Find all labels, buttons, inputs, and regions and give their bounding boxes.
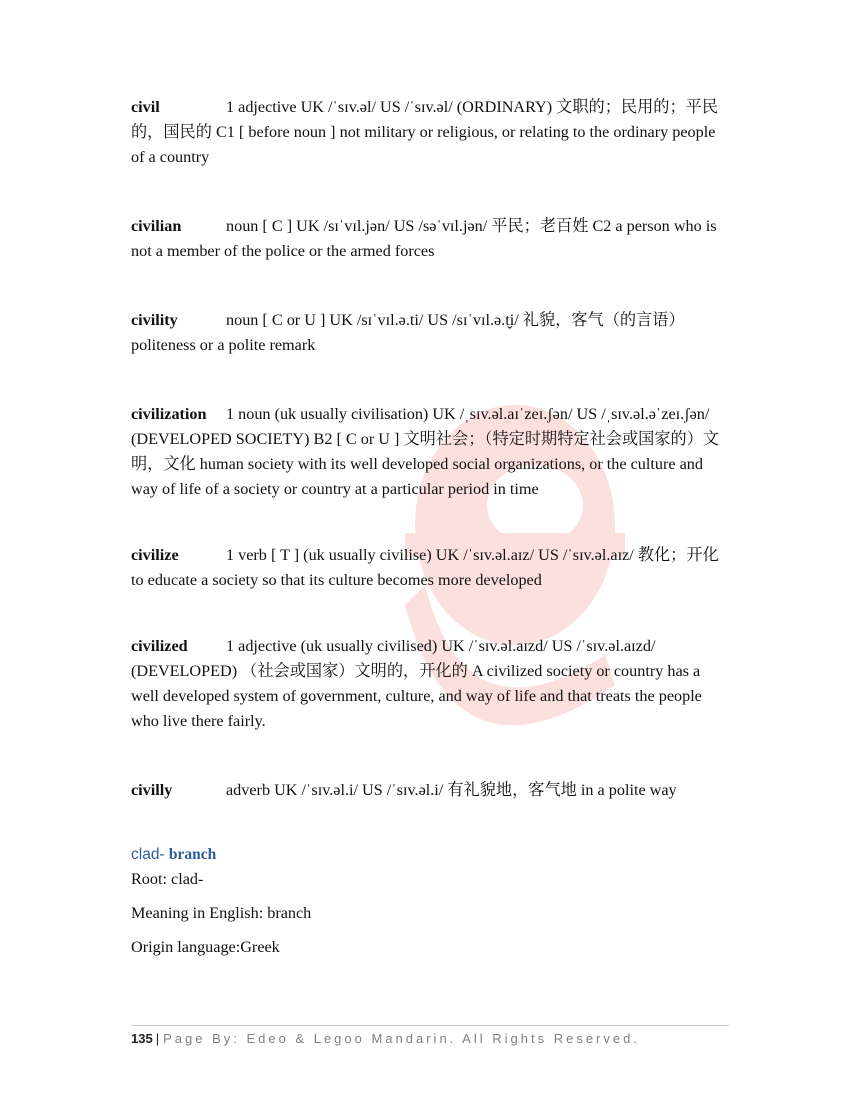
headword: civilian bbox=[131, 217, 182, 235]
entry-civilly bbox=[131, 778, 729, 803]
entry-civility bbox=[131, 308, 729, 358]
entry-civilize bbox=[131, 543, 729, 593]
root-line: Root: clad- bbox=[131, 870, 204, 888]
entry-civilization bbox=[131, 402, 729, 502]
footer-text: Page By: Edeo & Legoo Mandarin. All Rights Reserved. bbox=[163, 1031, 640, 1046]
headword: civilized bbox=[131, 637, 188, 655]
root-heading bbox=[131, 844, 729, 866]
dictionary-content bbox=[131, 95, 729, 958]
headword: civility bbox=[131, 311, 178, 329]
root-heading-prefix: clad- bbox=[131, 846, 165, 863]
entry-civilized bbox=[131, 634, 729, 734]
entry-civilian bbox=[131, 214, 729, 264]
page-number: 135 bbox=[131, 1031, 153, 1046]
entry-definition: 1 adjective UK /ˈsɪv.əl/ US /ˈsɪv.əl/ (ORDINARY) 文职的；民用的；平民的，国民的 C1 [ before noun ] not military or religious, or relating to the ordinary people of a country bbox=[131, 98, 719, 166]
entry-civil bbox=[131, 95, 729, 170]
page-footer bbox=[131, 1025, 729, 1046]
entry-definition: 1 verb [ T ] (uk usually civilise) UK /ˈsɪv.əl.aɪz/ US /ˈsɪv.əl.aɪz/ 教化；开化 to educate a society so that its culture becomes more developed bbox=[131, 546, 719, 589]
footer-separator: | bbox=[155, 1031, 160, 1046]
entry-definition: 1 noun (uk usually civilisation) UK /ˌsɪv.əl.aɪˈzeɪ.ʃən/ US /ˌsɪv.əl.əˈzeɪ.ʃən/ (DEVELOPED SOCIETY) B2 [ C or U ] 文明社会；（特定时期特定社会或国家的）文明，文化 human society with its well developed social organizations, or the culture and way of life of a society or country at a particular period in time bbox=[131, 405, 720, 498]
origin-line: Origin language:Greek bbox=[131, 938, 280, 956]
headword: civilization bbox=[131, 405, 207, 423]
entry-definition: noun [ C ] UK /sɪˈvɪl.jən/ US /səˈvɪl.jən/ 平民；老百姓 C2 a person who is not a member of the police or the armed forces bbox=[131, 217, 717, 260]
headword: civil bbox=[131, 98, 160, 116]
headword: civilly bbox=[131, 781, 173, 799]
entry-definition: adverb UK /ˈsɪv.əl.i/ US /ˈsɪv.əl.i/ 有礼貌地，客气地 in a polite way bbox=[226, 781, 677, 799]
entry-definition: noun [ C or U ] UK /sɪˈvɪl.ə.ti/ US /sɪˈvɪl.ə.t̬i/ 礼貌，客气（的言语） politeness or a polite remark bbox=[131, 311, 685, 354]
headword: civilize bbox=[131, 546, 179, 564]
meaning-line: Meaning in English: branch bbox=[131, 904, 312, 922]
entry-definition: 1 adjective (uk usually civilised) UK /ˈsɪv.əl.aɪzd/ US /ˈsɪv.əl.aɪzd/ (DEVELOPED) （社会或国家）文明的，开化的 A civilized society or country has a well developed system of government, culture, and way of life and that treats the people who live there fairly. bbox=[131, 637, 702, 730]
root-heading-word: branch bbox=[168, 846, 217, 863]
